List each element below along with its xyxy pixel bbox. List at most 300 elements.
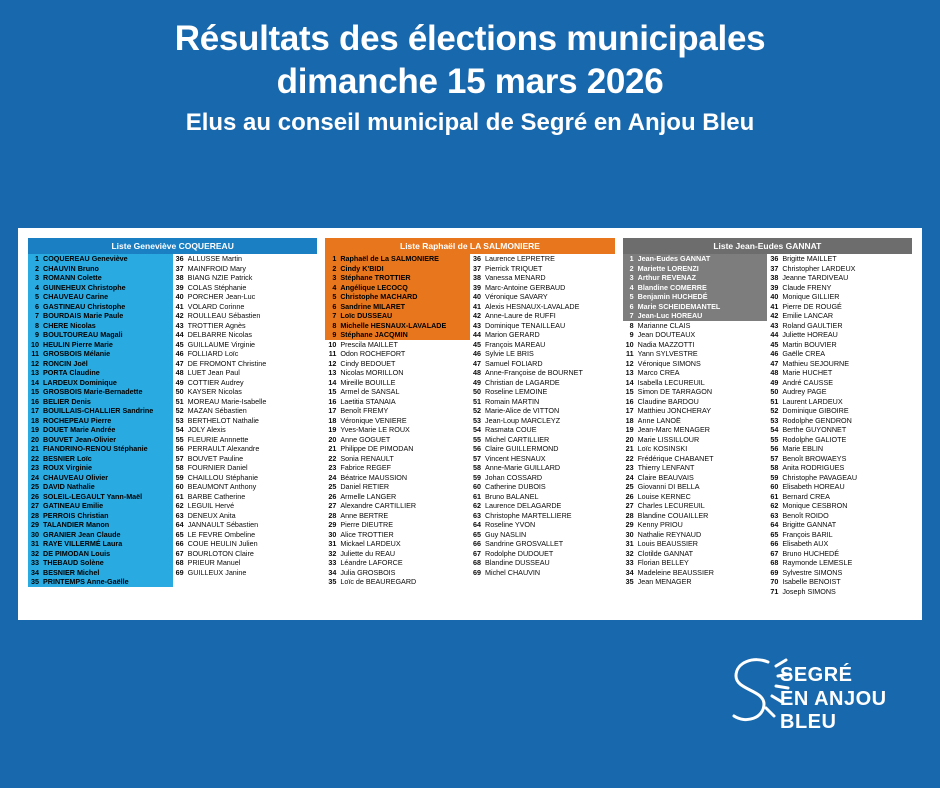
candidate-name: Laurence LEPRETRE [485,254,555,264]
candidate-name: PORTA Claudine [43,368,100,378]
candidate-rank: 58 [175,463,184,473]
candidate-name: Claudine BARDOU [637,396,699,406]
candidate-name: Jean-Eudes GANNAT [637,254,711,264]
candidate-rank: 46 [770,349,779,359]
candidate-name: Johan COSSARD [485,472,543,482]
candidate-rank: 10 [625,339,634,349]
candidate-rank: 49 [473,377,481,387]
candidate-name: CHAUVEAU Olivier [43,472,109,482]
candidate-rank: 52 [175,406,184,416]
candidate-rank: 39 [770,282,779,292]
candidate-name: Jean MENAGER [637,577,692,587]
candidate-name: Frédérique CHABANET [637,453,714,463]
candidate-row [173,416,318,426]
candidate-name: François MAREAU [485,339,546,349]
candidate-name: GUILLEUX Janine [187,567,247,577]
candidate-name: Christophe PAVAGEAU [782,472,858,482]
candidate-column [623,254,768,610]
candidate-name: Anne-Françoise de BOURNET [485,368,583,378]
candidate-row [767,378,912,388]
candidate-name: Dominique TENAILLEAU [485,320,566,330]
candidate-row [173,368,318,378]
candidate-row [470,520,615,530]
candidate-name: Kenny PRIOU [637,520,683,530]
candidate-name: CHAUVEAU Carine [43,292,109,302]
candidate-row [173,425,318,435]
candidate-name: Laetitia STANAIA [340,396,396,406]
candidate-name: Matthieu JONCHERAY [637,406,712,416]
candidate-name: Guy NASLIN [485,529,527,539]
candidate-name: Claire BEAUVAIS [637,472,694,482]
candidate-rank: 62 [175,501,184,511]
candidate-row [470,530,615,540]
candidate-name: KAYSER Nicolas [187,387,242,397]
candidate-name: PORCHER Jean-Luc [187,292,256,302]
candidate-rank: 31 [31,539,39,549]
candidate-row [325,568,470,578]
candidate-name: Juliette HOREAU [782,330,838,340]
candidate-row [767,397,912,407]
candidate-row [623,349,768,359]
candidate-rank: 57 [473,453,481,463]
candidate-rank: 6 [332,301,337,311]
candidate-row [470,273,615,283]
candidate-rank: 71 [770,586,779,596]
candidate-name: COLAS Stéphanie [187,282,247,292]
elected-candidate-row [28,568,173,578]
candidate-rank: 65 [473,529,481,539]
candidate-row [623,359,768,369]
candidate-name: Monique CESBRON [782,501,848,511]
candidate-rank: 19 [625,425,634,435]
candidate-name: GATINEAU Emilie [43,501,104,511]
candidate-row [325,435,470,445]
candidate-rank: 35 [328,577,337,587]
candidate-name: Gaëlle CREA [782,349,826,359]
candidate-row [767,406,912,416]
title-line-1: Résultats des élections municipales [174,19,766,58]
candidate-name: Christophe MARTELLIERE [485,510,572,520]
candidate-row [173,397,318,407]
candidate-row [623,416,768,426]
elected-candidate-row [28,359,173,369]
candidate-rank: 68 [175,558,184,568]
elected-candidate-row [28,425,173,435]
candidate-rank: 55 [175,434,184,444]
candidate-name: ALLUSSE Martin [187,254,242,264]
candidate-name: LUET Jean Paul [187,368,240,378]
candidate-row [173,549,318,559]
elected-candidate-row [325,302,470,312]
candidate-rank: 43 [473,320,481,330]
candidate-name: Armel de SANSAL [340,387,400,397]
candidate-rank: 24 [328,472,337,482]
candidate-name: BOUILLAIS-CHALLIER Sandrine [43,406,154,416]
candidate-rank: 28 [328,510,337,520]
candidate-row [767,254,912,264]
candidate-name: COUE HEULIN Julien [187,539,258,549]
candidate-name: François BARIL [782,529,833,539]
candidate-name: Raymonde LEMESLE [782,558,853,568]
elected-candidate-row [28,511,173,521]
candidate-name: BOUVET Pauline [187,453,244,463]
candidate-rank: 50 [770,387,779,397]
candidate-name: Julia GROSBOIS [340,567,396,577]
candidate-name: Mathieu SEJOURNE [782,358,850,368]
candidate-rank: 4 [332,282,337,292]
candidate-name: CHAUVIN Bruno [43,263,99,273]
candidate-name: Armelle LANGER [340,491,397,501]
candidate-rank: 28 [625,510,634,520]
list-columns [325,254,614,610]
candidate-name: Anne GOGUET [340,434,391,444]
candidate-rank: 24 [625,472,634,482]
candidate-rank: 49 [175,377,184,387]
elected-candidate-row [28,321,173,331]
candidate-row [767,330,912,340]
candidate-row [623,539,768,549]
candidate-name: Blandine DUSSEAU [485,558,550,568]
candidate-name: Anne LANOË [637,415,681,425]
candidate-row [767,558,912,568]
candidate-rank: 8 [332,320,337,330]
candidate-row [173,321,318,331]
candidate-row [470,387,615,397]
candidate-name: Cindy K'BIDI [340,263,384,273]
candidate-name: DENEUX Anita [187,510,236,520]
candidate-rank: 33 [625,558,634,568]
candidate-name: Jean-Loup MARCLEYZ [485,415,561,425]
candidate-name: Yves-Marie LE ROUX [340,425,410,435]
candidate-rank: 47 [473,358,481,368]
candidate-rank: 48 [175,368,184,378]
candidate-row [767,530,912,540]
candidate-row [470,283,615,293]
candidate-rank: 41 [473,301,481,311]
candidate-rank: 59 [473,472,481,482]
candidate-rank: 59 [175,472,184,482]
candidate-name: Loïc KOSINSKI [637,444,688,454]
candidate-rank: 5 [35,292,39,302]
candidate-rank: 54 [473,425,481,435]
candidate-rank: 27 [625,501,634,511]
candidate-row [623,549,768,559]
candidate-name: COQUEREAU Geneviève [43,254,128,264]
elected-candidate-row [28,378,173,388]
candidate-rank: 36 [175,254,184,264]
candidate-rank: 2 [332,263,337,273]
candidate-rank: 13 [625,368,634,378]
elected-candidate-row [28,406,173,416]
candidate-name: Marie EBLIN [782,444,824,454]
candidate-rank: 70 [770,577,779,587]
candidate-name: DOUET Marie Andrée [43,425,116,435]
candidate-row [470,264,615,274]
elected-candidate-row [28,302,173,312]
candidate-row [470,435,615,445]
elected-candidate-row [28,558,173,568]
candidate-name: Béatrice MAUSSION [340,472,408,482]
candidate-rank: 10 [328,339,337,349]
candidate-row [623,368,768,378]
page-title [0,18,940,103]
candidate-rank: 2 [35,263,39,273]
candidate-name: Christopher LARDEUX [782,263,856,273]
candidate-rank: 8 [629,320,634,330]
candidate-rank: 32 [625,548,634,558]
candidate-name: Roland GAULTIER [782,320,843,330]
candidate-name: DAVID Nathalie [43,482,95,492]
candidate-rank: 53 [770,415,779,425]
elected-candidate-row [28,387,173,397]
candidate-name: Michel CARTILLIER [485,434,550,444]
candidate-row [173,359,318,369]
candidate-rank: 66 [770,539,779,549]
candidate-row [470,292,615,302]
candidate-row [325,416,470,426]
elected-candidate-row [623,292,768,302]
elected-candidate-row [28,549,173,559]
candidate-row [325,530,470,540]
candidate-name: JOLY Alexis [187,425,226,435]
candidate-row [173,511,318,521]
candidate-rank: 22 [328,453,337,463]
candidate-rank: 66 [473,539,481,549]
candidate-name: Sonia RENAULT [340,453,394,463]
list-title: Liste Jean-Eudes GANNAT [623,238,912,254]
candidate-name: LEGUIL Hervé [187,501,235,511]
candidate-row [767,387,912,397]
candidate-name: Marie-Alice de VITTON [485,406,560,416]
candidate-name: Mickael LARDEUX [340,539,401,549]
candidate-row [470,492,615,502]
candidate-rank: 56 [770,444,779,454]
candidate-rank: 19 [31,425,39,435]
candidate-rank: 1 [35,254,39,264]
candidate-name: MAINFROID Mary [187,263,246,273]
candidate-name: MOREAU Marie-Isabelle [187,396,267,406]
candidate-rank: 41 [770,301,779,311]
candidate-rank: 10 [31,339,39,349]
candidate-name: Pierrick TRIQUET [485,263,543,273]
candidate-rank: 42 [770,311,779,321]
candidate-row [173,501,318,511]
candidate-row [173,264,318,274]
page-subtitle: Elus au conseil municipal de Segré en Anjou Bleu [185,109,755,137]
candidate-name: Véronique VENIERE [340,415,407,425]
candidate-row [470,511,615,521]
candidate-name: BELIER Denis [43,396,91,406]
candidate-row [470,406,615,416]
candidate-rank: 9 [35,330,39,340]
candidate-rank: 3 [629,273,634,283]
candidate-rank: 16 [328,396,337,406]
candidate-name: Marianne CLAIS [637,320,691,330]
candidate-name: FOURNIER Daniel [187,463,248,473]
candidate-row [173,558,318,568]
candidate-column [173,254,318,610]
candidate-rank: 14 [625,377,634,387]
candidate-rank: 25 [625,482,634,492]
candidate-name: Mariette LORENZI [637,263,699,273]
candidate-name: Giovanni DI BELLA [637,482,700,492]
candidate-rank: 52 [473,406,481,416]
candidate-name: Jean-Luc HOREAU [637,311,703,321]
candidate-name: Jean-Marc MENAGER [637,425,710,435]
candidate-rank: 54 [175,425,184,435]
elected-candidate-row [325,330,470,340]
candidate-name: BERTHELOT Nathalie [187,415,259,425]
elected-candidate-row [28,397,173,407]
candidate-name: Dominique GIBOIRE [782,406,849,416]
candidate-name: Brigitte GANNAT [782,520,837,530]
candidate-row [173,482,318,492]
candidate-row [470,378,615,388]
candidate-row [623,406,768,416]
elected-candidate-row [28,520,173,530]
candidate-rank: 53 [473,415,481,425]
candidate-rank: 29 [328,520,337,530]
candidate-row [767,501,912,511]
candidate-row [325,387,470,397]
candidate-name: FLEURIE Annnette [187,434,249,444]
elected-candidate-row [623,311,768,321]
candidate-rank: 46 [473,349,481,359]
elected-candidate-row [325,311,470,321]
candidate-name: Anita RODRIGUES [782,463,845,473]
candidate-rank: 13 [328,368,337,378]
candidate-name: COTTIER Audrey [187,377,244,387]
candidate-name: Léandre LAFORCE [340,558,403,568]
candidate-name: LARDEUX Dominique [43,377,117,387]
candidate-rank: 26 [625,491,634,501]
candidate-rank: 34 [625,567,634,577]
candidate-rank: 29 [625,520,634,530]
candidate-name: Emilie LANCAR [782,311,834,321]
candidate-rank: 65 [770,529,779,539]
candidate-row [470,454,615,464]
candidate-row [623,321,768,331]
candidate-row [767,444,912,454]
candidate-rank: 13 [31,368,39,378]
candidate-row [325,406,470,416]
candidate-rank: 57 [175,453,184,463]
candidate-row [767,416,912,426]
candidate-rank: 8 [35,320,39,330]
candidate-row [173,273,318,283]
candidate-rank: 35 [31,577,39,587]
candidate-rank: 27 [31,501,39,511]
candidate-rank: 24 [31,472,39,482]
candidate-rank: 51 [473,396,481,406]
candidate-rank: 29 [31,520,39,530]
candidate-name: Michel CHAUVIN [485,567,541,577]
candidate-row [325,463,470,473]
candidate-row [325,511,470,521]
candidate-rank: 63 [175,510,184,520]
candidate-row [767,463,912,473]
candidate-row [325,359,470,369]
candidate-rank: 53 [175,415,184,425]
elected-candidate-row [325,273,470,283]
candidate-rank: 21 [625,444,634,454]
candidate-row [623,435,768,445]
candidate-name: Stéphane JACQMIN [340,330,408,340]
candidate-name: DE FROMONT Christine [187,358,267,368]
candidate-column [767,254,912,610]
candidate-rank: 18 [625,415,634,425]
candidate-row [470,568,615,578]
candidate-name: Martin BOUVIER [782,339,837,349]
candidate-rank: 1 [629,254,634,264]
candidate-rank: 40 [473,292,481,302]
candidate-rank: 18 [328,415,337,425]
candidate-row [325,425,470,435]
candidate-row [173,378,318,388]
candidate-rank: 50 [473,387,481,397]
candidate-row [325,340,470,350]
candidate-name: Marc-Antoine GERBAUD [485,282,566,292]
list-title: Liste Raphaël de LA SALMONIERE [325,238,614,254]
candidate-name: Samuel FOLIARD [485,358,543,368]
candidate-name: Sandrine GROSVALLET [485,539,564,549]
candidate-name: Blandine COUAILLER [637,510,709,520]
candidate-name: Sandrine MILARET [340,301,406,311]
elected-candidate-row [623,273,768,283]
candidate-rank: 14 [31,377,39,387]
list-gannat [623,238,912,610]
candidate-name: ROUX Virginie [43,463,92,473]
candidate-row [470,549,615,559]
candidate-row [173,444,318,454]
candidate-name: Benoît FREMY [340,406,389,416]
candidate-row [325,349,470,359]
candidate-rank: 43 [175,320,184,330]
candidate-name: Catherine DUBOIS [485,482,546,492]
candidate-rank: 31 [328,539,337,549]
candidate-rank: 46 [175,349,184,359]
candidate-row [623,520,768,530]
candidate-row [767,349,912,359]
candidate-row [173,302,318,312]
candidate-rank: 14 [328,377,337,387]
elected-candidate-row [28,501,173,511]
candidate-name: Alexis HESNAUX-LAVALADE [485,301,580,311]
candidate-rank: 11 [31,349,39,359]
candidate-name: THEBAUD Solène [43,558,104,568]
candidate-name: Louis BEAUSSIER [637,539,698,549]
candidate-rank: 57 [770,453,779,463]
elected-candidate-row [28,492,173,502]
candidate-rank: 17 [625,406,634,416]
candidate-rank: 69 [770,567,779,577]
candidate-name: Prescila MAILLET [340,339,398,349]
candidate-name: Michelle HESNAUX-LAVALADE [340,320,447,330]
candidate-name: Stéphane TROTTIER [340,273,411,283]
elected-candidate-row [623,254,768,264]
list-title: Liste Geneviève COQUEREAU [28,238,317,254]
candidate-rank: 63 [473,510,481,520]
candidate-name: Jean DOUTEAUX [637,330,696,340]
candidate-rank: 42 [175,311,184,321]
candidate-rank: 39 [175,282,184,292]
candidate-row [470,340,615,350]
candidate-row [767,368,912,378]
candidate-row [173,292,318,302]
candidate-row [173,406,318,416]
candidate-rank: 44 [473,330,481,340]
candidate-rank: 16 [625,396,634,406]
